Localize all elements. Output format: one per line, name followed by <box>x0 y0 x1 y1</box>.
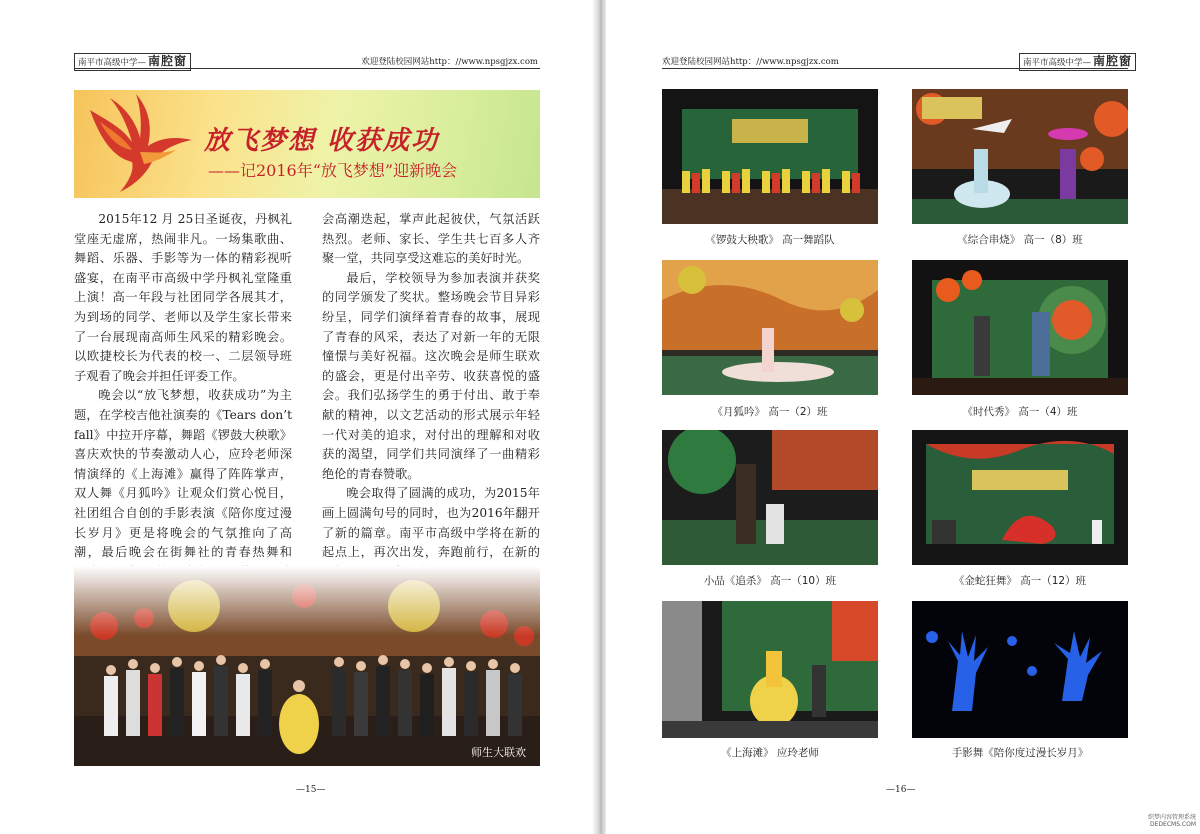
header-website: 欢迎登陆校园网站http：//www.npsgjzx.com <box>662 57 839 67</box>
left-page <box>0 0 596 834</box>
header-brand-logo: 南腔窗 <box>148 54 188 68</box>
photo-fade <box>74 566 540 636</box>
group-photo-caption: 师生大联欢 <box>471 746 526 759</box>
performance-photo-8 <box>912 601 1128 738</box>
stage-photo <box>662 89 878 224</box>
watermark <box>1148 814 1196 828</box>
right-page <box>606 0 1200 834</box>
article-paragraph: 会高潮迭起，掌声此起彼伏，气氛活跃热烈。老师、家长、学生共七百多人齐聚一堂，共同享受这难忘的美好时光。 <box>322 212 540 266</box>
article-banner <box>74 90 540 198</box>
group-photo <box>74 566 540 766</box>
watermark-line-1: 织梦内容管理系统 <box>1147 814 1196 821</box>
photo-caption: 《综合串烧》 高一（8）班 <box>957 234 1083 246</box>
article-paragraph: 晚会取得了圆满的成功，为2015年画上圆满句号的同时，也为2016年翻开了新的篇章。南平市高级中学将在新的起点上，再次出发，奔跑前行，在新的 <box>322 486 540 560</box>
performance-photo-1 <box>662 89 878 224</box>
header-brand: 南平市高级中学— 南腔窗 <box>1019 53 1136 71</box>
performance-photo-6 <box>912 430 1128 565</box>
stage-photo <box>912 89 1128 224</box>
performance-photo-7 <box>662 601 878 738</box>
article-paragraph: 2015年12 月 25日圣诞夜，丹枫礼堂座无虚席，热闹非凡。一场集歌曲、舞蹈、乐器、手影等为一体的精彩视听盛宴，在南平市高级中学丹枫礼堂隆重上演！高一年段与社团同学各展其才，为到场的同学、老师以及学生家长带来了一台展现南高师生风采的精彩晚会。以欧捷校长为代表的校一、二层领导班子观看了晚会并担任评委工作。 <box>74 212 292 383</box>
photo-caption: 小品《追杀》 高一（10）班 <box>703 575 837 587</box>
performance-photo-4 <box>912 260 1128 395</box>
performance-photo-2 <box>912 89 1128 224</box>
article-paragraph: 最后，学校领导为参加表演并获奖的同学颁发了奖状。整场晚会节目异彩纷呈，同学们演绎着青春的故事，展现了青春的风采，表达了对新一年的无限憧憬与美好祝福。这次晚会是师生联欢的盛会，更是付出辛劳、收获喜悦的盛会。我们弘扬学生的勇于付出、敢于奉献的精神，以文艺活动的形式展示年轻一代对美的追求，对付出的理解和对收获的渴望，同学们共同演绎了一曲精彩绝伦的青春赞歌。 <box>322 270 540 481</box>
photo-caption: 《时代秀》 高一（4）班 <box>962 406 1078 418</box>
header-brand: 南平市高级中学— 南腔窗 <box>74 53 191 71</box>
stage-photo <box>912 260 1128 395</box>
header-school-name: 南平市高级中学 <box>78 58 138 68</box>
stage-photo <box>662 260 878 395</box>
photo-caption: 《上海滩》 应玲老师 <box>721 747 819 759</box>
performance-photo-5 <box>662 430 878 565</box>
photo-caption: 《锣鼓大秧歌》 高一舞蹈队 <box>705 234 835 246</box>
banner-title: 放飞梦想 收获成功 <box>204 126 440 156</box>
stage-photo <box>912 430 1128 565</box>
phoenix-icon <box>80 92 198 196</box>
article-column-1 <box>74 210 292 602</box>
header-rule <box>662 68 1128 69</box>
stage-photo <box>912 601 1128 738</box>
photo-caption: 手影舞《陪你度过漫长岁月》 <box>951 747 1089 759</box>
photo-caption: 《月狐吟》 高一（2）班 <box>712 406 828 418</box>
photo-caption: 《金蛇狂舞》 高一（12）班 <box>953 575 1087 587</box>
stage-photo <box>662 430 878 565</box>
page-number-left: —15— <box>296 785 326 795</box>
performance-photo-3 <box>662 260 878 395</box>
header-school-name: 南平市高级中学 <box>1022 58 1083 68</box>
stage-photo <box>662 601 878 738</box>
watermark-line-2: DEDECMS.COM <box>1150 821 1196 828</box>
header-rule <box>74 68 540 69</box>
page-number-right: —16— <box>886 785 916 795</box>
article-paragraph: 晚会以“放飞梦想，收获成功”为主题，在学校吉他社演奏的《Tears don’t fall》中拉开序幕，舞蹈《锣鼓大秧歌》喜庆欢快的节奏激动人心，应玲老师深情演绎的《上海滩》赢得了阵阵掌声，双人舞《月狐吟》让观众们赏心悦目，社团组合自创的手影表演《陪你度过漫长岁月》更是将晚会的气氛推向了高潮，最后晚会在街舞社的青春热舞和 <box>74 388 292 560</box>
header-brand-logo: 南腔窗 <box>1092 54 1132 68</box>
article-column-2 <box>322 210 540 582</box>
header-website: 欢迎登陆校园网站http：//www.npsgjzx.com <box>361 57 538 67</box>
banner-subtitle: ——记2016年“放飞梦想”迎新晚会 <box>208 161 458 180</box>
